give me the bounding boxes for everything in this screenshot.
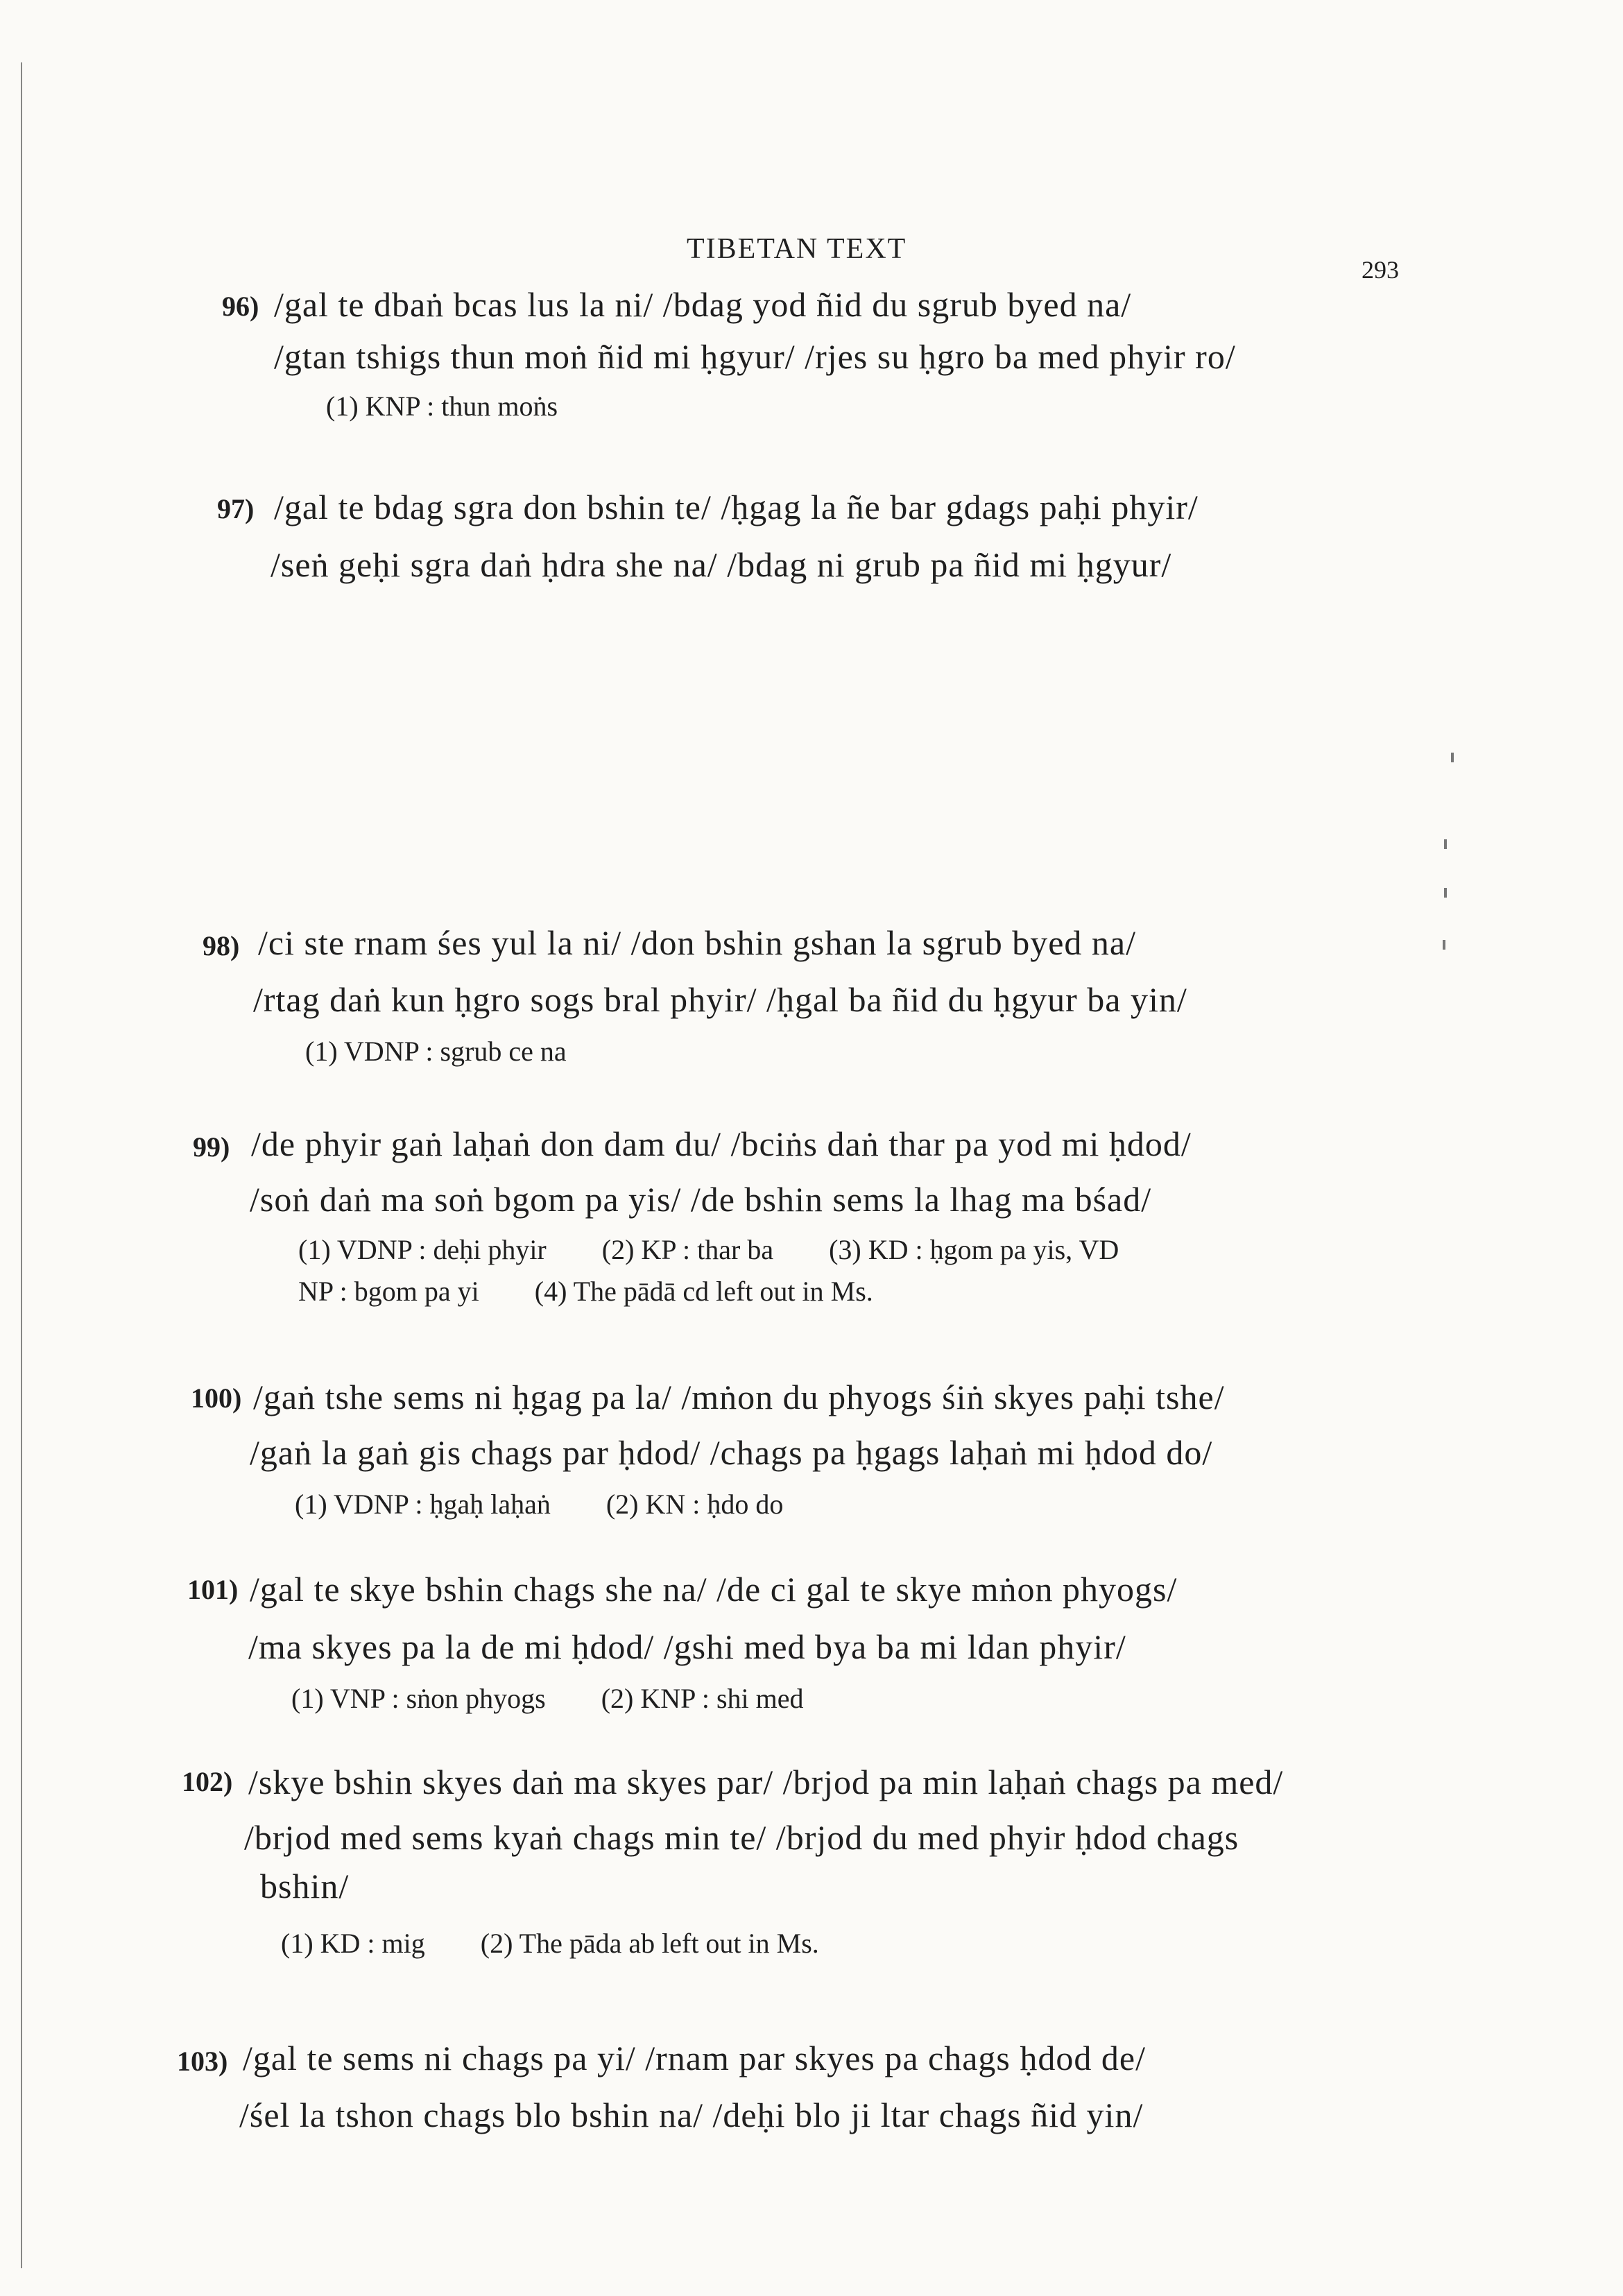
verse-note: (2) KP : thar ba xyxy=(601,1234,774,1265)
verse-note: (1) VDNP : ḥgaḥ laḥaṅ xyxy=(295,1489,551,1520)
verse-note: (1) KNP : thun moṅs xyxy=(326,391,558,422)
verse-note: (2) The pāda ab left out in Ms. xyxy=(480,1928,819,1959)
verse-number: 99) xyxy=(193,1131,230,1163)
verse-note: (2) KNP : shi med xyxy=(601,1683,804,1714)
verse-note: (2) KN : ḥdo do xyxy=(606,1489,784,1520)
verse-line: /skye bshin skyes daṅ ma skyes par/ /brjod pa min laḥaṅ chags pa med/ xyxy=(248,1763,1284,1801)
verse-notes xyxy=(298,1233,1119,1266)
verse-line: /ma skyes pa la de mi ḥdod/ /gshi med bya ba mi ldan phyir/ xyxy=(248,1627,1126,1666)
verse-notes xyxy=(298,1275,873,1308)
verse-note: (4) The pādā cd left out in Ms. xyxy=(534,1276,873,1307)
verse-number: 96) xyxy=(222,291,259,322)
verse-number: 103) xyxy=(177,2046,228,2077)
page-edge xyxy=(21,62,22,2268)
verse-number: 100) xyxy=(191,1382,242,1414)
verse-note: (1) VDNP : sgrub ce na xyxy=(305,1036,567,1067)
running-head: TIBETAN TEXT xyxy=(687,233,907,265)
verse-notes xyxy=(291,1682,804,1715)
verse-line: /de phyir gaṅ laḥaṅ don dam du/ /bciṅs daṅ thar pa yod mi ḥdod/ xyxy=(251,1124,1192,1163)
verse-note: (1) VDNP : deḥi phyir xyxy=(298,1234,547,1265)
verse-number: 98) xyxy=(203,930,240,961)
verse-line: /gaṅ la gaṅ gis chags par ḥdod/ /chags pa ḥgags laḥaṅ mi ḥdod do/ xyxy=(250,1433,1213,1472)
verse-number: 101) xyxy=(187,1574,239,1605)
scan-speck xyxy=(1443,940,1445,950)
verse-line: /gal te sems ni chags pa yi/ /rnam par skyes pa chags ḥdod de/ xyxy=(243,2039,1146,2077)
verse-notes xyxy=(281,1927,819,1960)
verse-number: 102) xyxy=(182,1766,233,1797)
verse-line: bshin/ xyxy=(260,1867,350,1905)
verse-note: (1) VNP : sṅon phyogs xyxy=(291,1683,546,1714)
scan-speck xyxy=(1444,839,1447,849)
verse-number: 97) xyxy=(217,493,255,524)
verse-line: /brjod med sems kyaṅ chags min te/ /brjod du med phyir ḥdod chags xyxy=(244,1818,1239,1857)
verse-line: /gal te dbaṅ bcas lus la ni/ /bdag yod ñid du sgrub byed na/ xyxy=(274,285,1132,324)
verse-line: /śel la tshon chags blo bshin na/ /deḥi blo ji ltar chags ñid yin/ xyxy=(239,2096,1144,2134)
verse-line: /gal te bdag sgra don bshin te/ /ḥgag la ñe bar gdags paḥi phyir/ xyxy=(274,488,1199,526)
verse-line: /ci ste rnam śes yul la ni/ /don bshin gshan la sgrub byed na/ xyxy=(258,923,1136,962)
verse-line: /gtan tshigs thun moṅ ñid mi ḥgyur/ /rjes su ḥgro ba med phyir ro/ xyxy=(274,337,1236,376)
verse-notes xyxy=(295,1488,783,1520)
verse-line: /gal te skye bshin chags she na/ /de ci gal te skye mṅon phyogs/ xyxy=(250,1570,1178,1609)
scan-speck xyxy=(1444,888,1447,898)
verse-line: /rtag daṅ kun ḥgro sogs bral phyir/ /ḥgal ba ñid du ḥgyur ba yin/ xyxy=(253,980,1187,1019)
verse-line: /seṅ geḥi sgra daṅ ḥdra she na/ /bdag ni grub pa ñid mi ḥgyur/ xyxy=(270,545,1172,584)
verse-note: (1) KD : mig xyxy=(281,1928,425,1959)
verse-note: (3) KD : ḥgom pa yis, VD xyxy=(829,1234,1119,1265)
page-number: 293 xyxy=(1362,256,1399,284)
scan-speck xyxy=(1451,753,1454,762)
verse-line: /soṅ daṅ ma soṅ bgom pa yis/ /de bshin sems la lhag ma bśad/ xyxy=(250,1180,1152,1219)
verse-note: NP : bgom pa yi xyxy=(298,1276,479,1307)
verse-line: /gaṅ tshe sems ni ḥgag pa la/ /mṅon du phyogs śiṅ skyes paḥi tshe/ xyxy=(253,1378,1225,1416)
